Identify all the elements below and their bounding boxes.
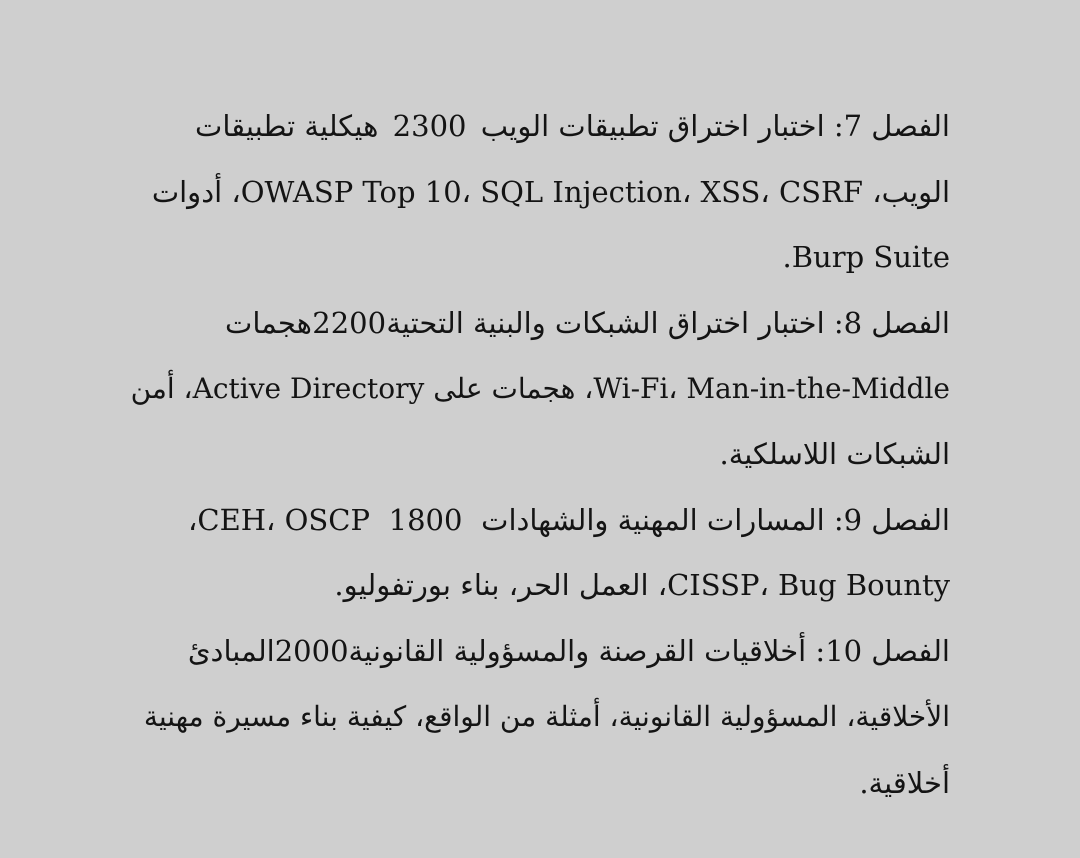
chapter-8-description-start: هجمات [225,306,312,340]
chapter-10-title: الفصل 10: أخلاقيات القرصنة والمسؤولية القانونية [348,634,950,668]
chapter-10-header-line [187,618,950,684]
chapter-9-header-line [188,487,950,553]
chapter-7-description-line-1: الويب، OWASP Top 10، SQL Injection، XSS، CSRF، أدوات [151,175,950,209]
chapter-7-description-start: هيكلية تطبيقات [195,109,379,143]
chapter-10-word-count: 2000 [274,634,349,668]
chapter-10-description-start: المبادئ [187,634,275,668]
chapter-8-word-count: 2200 [312,306,387,340]
chapter-8-title: الفصل 8: اختبار اختراق الشبكات والبنية التحتية [386,306,950,340]
chapter-7-word-count: 2300 [392,109,467,143]
chapter-7-header-line [195,93,950,159]
chapter-8-header-line [225,290,950,356]
chapter-8-description-line-2: الشبكات اللاسلكية. [719,437,950,471]
chapter-7-title: الفصل 7: اختبار اختراق تطبيقات الويب [480,109,950,143]
chapter-10-description-line-1: الأخلاقية، المسؤولية القانونية، أمثلة من الواقع، كيفية بناء مسيرة مهنية [143,700,950,733]
chapter-9-description-line-1: CISSP، Bug Bounty، العمل الحر، بناء بورتفوليو. [334,568,950,602]
chapter-7-description-line-2: Burp Suite. [782,240,950,274]
chapter-9-word-count: 1800 [388,503,463,537]
chapter-9-title: الفصل 9: المسارات المهنية والشهادات [481,503,950,537]
chapter-9-description-start: CEH، OSCP، [188,503,370,537]
chapter-10-description-line-2: أخلاقية. [859,766,950,800]
chapter-8-description-line-1: Wi-Fi، Man-in-the-Middle، هجمات على Active Directory، أمن [130,372,950,405]
